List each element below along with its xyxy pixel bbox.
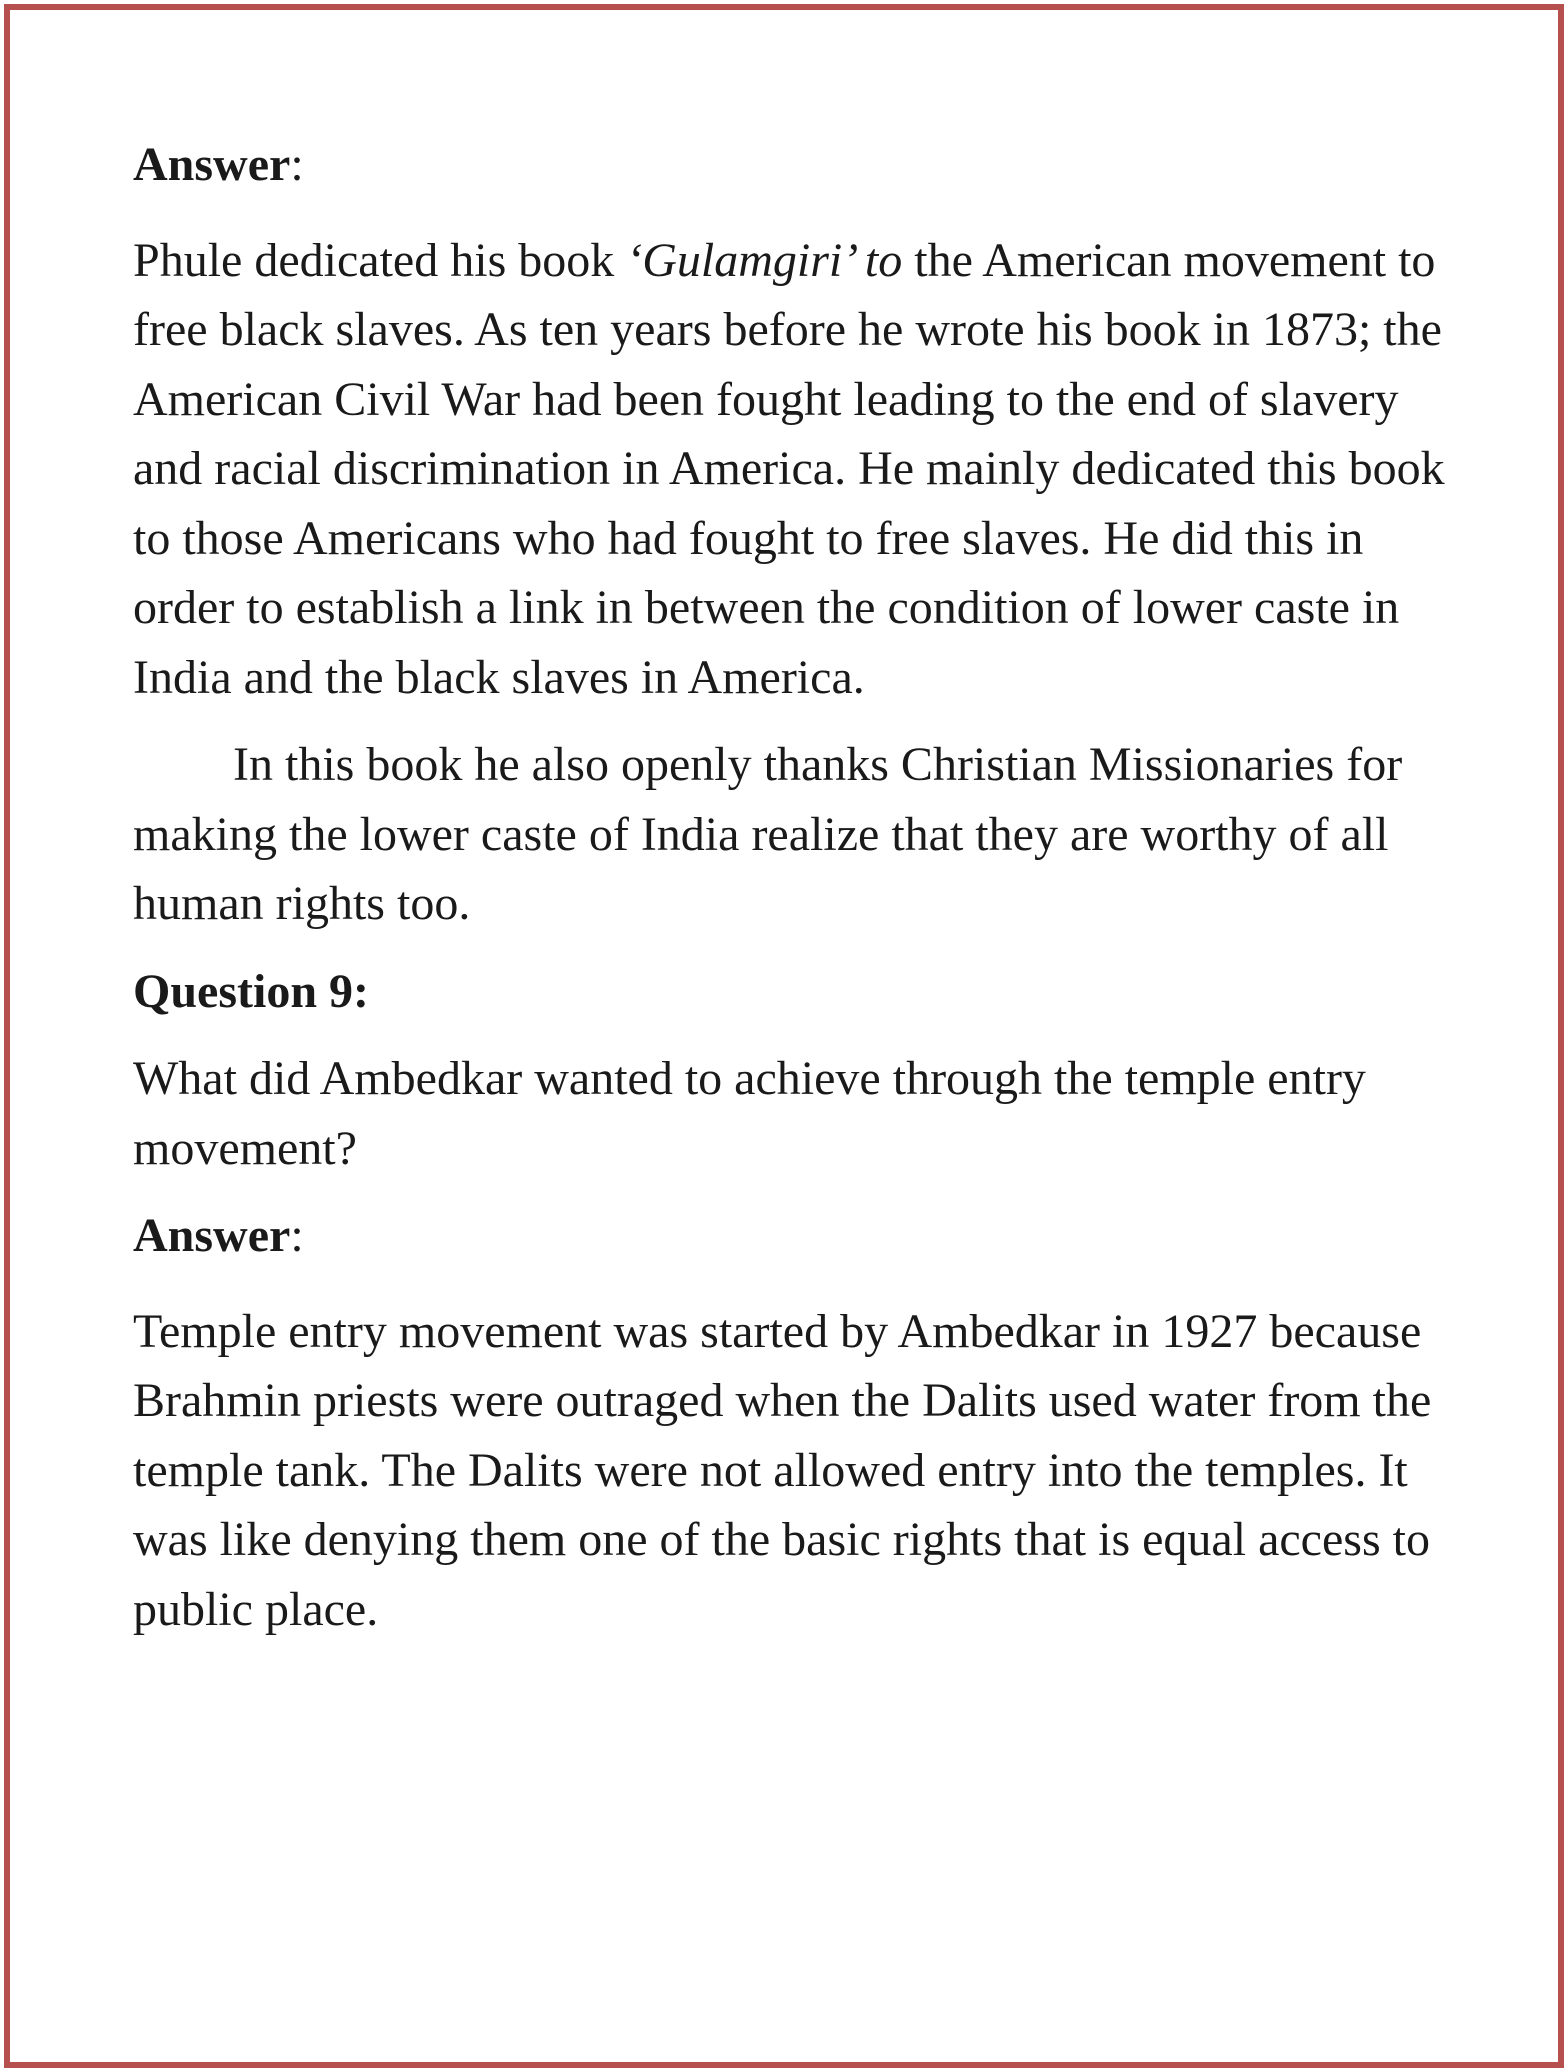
answer-text-start: Phule dedicated his book <box>133 233 627 287</box>
answer-colon-2: : <box>290 1209 304 1262</box>
answer-heading <box>133 130 1473 200</box>
question-text: What did Ambedkar wanted to achieve through the temple entry movement? <box>133 1052 1366 1175</box>
book-title: ‘Gulamgiri’ to <box>626 233 903 287</box>
answer-text-rest: the American movement to free black slaves. As ten years before he wrote his book in 1873; the American Civil War had been fought leading to the end of slavery and racial discrimination in America. He mainly dedicated this book to those Americans who had fought to free slaves. He did this in order to establish a link in between the condition of lower caste in India and the black slaves in America. <box>133 233 1445 704</box>
answer-label-2: Answer <box>133 1209 291 1262</box>
document-content <box>133 130 1473 1644</box>
answer-paragraph-3: Temple entry movement was started by Ambedkar in 1927 because Brahmin priests were outraged when the Dalits used water from the temple tank. The Dalits were not allowed entry into the temples. It was like denying them one of the basic rights that is equal access to public place. <box>133 1304 1432 1636</box>
question-heading: Question 9: <box>133 964 370 1018</box>
answer-heading-2 <box>133 1201 1473 1271</box>
answer-colon: : <box>290 138 304 191</box>
answer-paragraph-2: In this book he also openly thanks Christian Missionaries for making the lower caste of India realize that they are worthy of all human rights too. <box>133 738 1403 930</box>
answer-paragraph-1 <box>133 226 1473 713</box>
answer-label: Answer <box>133 138 291 191</box>
